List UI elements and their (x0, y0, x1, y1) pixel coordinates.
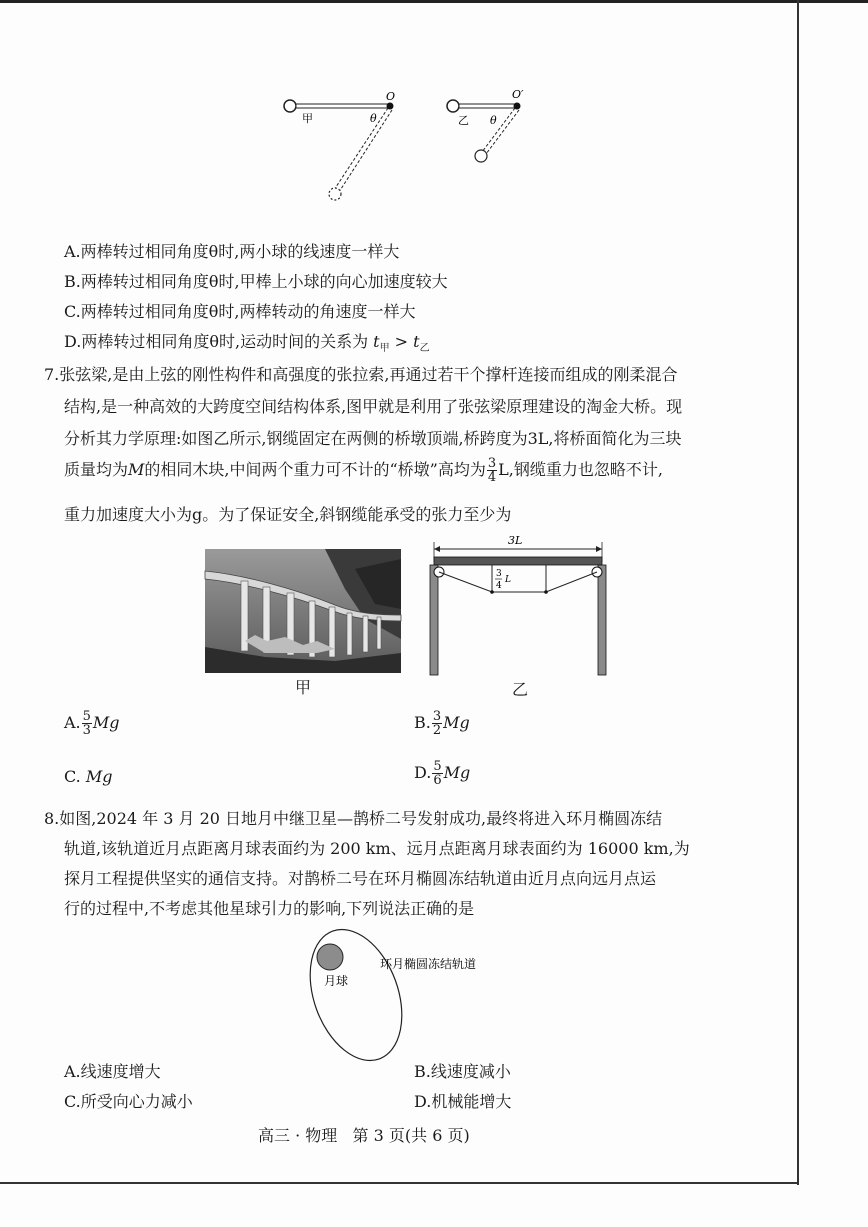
option-text: 线速度减小 (430, 1062, 511, 1081)
t-symbol: t (413, 332, 420, 351)
option-letter: A. (64, 1062, 81, 1081)
option-fraction (432, 760, 442, 787)
option-letter: B. (414, 1062, 431, 1081)
q8-line-1 (44, 807, 662, 831)
fraction-denominator: 3 (82, 723, 91, 738)
rod-jia-figure (284, 90, 395, 200)
bridge-deck-beam (434, 557, 602, 565)
q8-option-d (414, 1090, 511, 1114)
option-letter: C. (64, 1092, 81, 1111)
label-theta-yi: θ (490, 114, 497, 127)
elliptical-orbit (293, 917, 418, 1074)
q7-option-c (64, 765, 112, 789)
gt-sign: > (389, 332, 414, 351)
mass-symbol: M (128, 460, 145, 479)
bridge-photo (205, 549, 401, 673)
option-expression: Mg (443, 763, 471, 782)
rods-figure (0, 0, 868, 220)
question-text: 如图,2024 年 3 月 20 日地月中继卫星—鹊桥二号发射成功,最终将进入环月椭圆冻结 (59, 809, 663, 828)
cable-node-right (544, 590, 548, 594)
q7-option-b (414, 710, 470, 737)
q7-option-d (414, 760, 470, 787)
option-text: 两棒转过相同角度θ时,两棒转动的角速度一样大 (80, 302, 416, 321)
rod-jia-horizontal (296, 104, 388, 108)
option-letter: D. (64, 332, 82, 351)
span-arrow-right (596, 546, 602, 552)
moon-label: 月球 (324, 974, 349, 988)
option-text: 两棒转过相同角度θ时,甲棒上小球的向心加速度较大 (80, 272, 448, 291)
strut-height-numerator: 3 (496, 569, 502, 579)
fraction-numerator: 5 (82, 709, 91, 724)
option-fraction (82, 710, 92, 737)
q7-line-5: 重力加速度大小为g。为了保证安全,斜钢缆能承受的张力至少为 (64, 505, 512, 524)
ball-yi-start (447, 100, 459, 112)
right-pier (598, 565, 606, 675)
q8-option-b (414, 1060, 511, 1084)
text-segment: 质量均为 (64, 460, 129, 479)
q6-option-a (64, 240, 399, 264)
option-text: 线速度增大 (80, 1062, 161, 1081)
q7-line-2: 结构,是一种高效的大跨度空间结构体系,图甲就是利用了张弦梁原理建设的淘金大桥。现 (64, 397, 683, 416)
cable-node-left (490, 590, 494, 594)
caption-jia: 甲 (295, 678, 312, 697)
option-text: 两棒转过相同角度θ时,运动时间的关系为 (81, 332, 374, 351)
option-letter: D. (414, 1092, 432, 1111)
q8-option-a (64, 1060, 161, 1084)
option-text: 两棒转过相同角度θ时,两小球的线速度一样大 (80, 242, 400, 261)
q6-option-c (64, 300, 416, 324)
q6-option-d (64, 330, 430, 361)
option-text: 所受向心力减小 (80, 1092, 193, 1111)
option-expression: Mg (85, 767, 113, 786)
option-letter: C. (64, 302, 81, 321)
fraction-numerator: 3 (432, 709, 442, 724)
question-number: 7. (44, 365, 60, 384)
q8-line-4: 行的过程中,不考虑其他星球引力的影响,下列说法正确的是 (64, 899, 475, 918)
question-text: 张弦梁,是由上弦的刚性构件和高强度的张拉索,再通过若干个撑杆连接而组成的刚柔混合 (59, 365, 678, 384)
question-number: 8. (44, 809, 60, 828)
text-segment: L,钢缆重力也忽略不计, (498, 460, 663, 479)
q7-line-4 (64, 457, 663, 484)
t-symbol: t (373, 332, 380, 351)
option-expression: Mg (92, 713, 120, 732)
q6-option-b (64, 270, 448, 294)
steel-cable (439, 572, 597, 592)
fraction-denominator: 2 (432, 723, 442, 738)
option-letter: C. (64, 767, 81, 786)
strut-height-denominator: 4 (496, 581, 502, 591)
fraction-three-quarters (487, 457, 497, 484)
left-pier (430, 565, 438, 675)
lunar-orbit-figure (300, 925, 560, 1065)
rod-yi-horizontal (459, 104, 515, 108)
option-letter: A. (64, 713, 81, 732)
option-letter: B. (64, 272, 81, 291)
ball-jia-end (329, 188, 341, 200)
caption-yi: 乙 (512, 680, 529, 699)
span-label: 3L (508, 534, 523, 547)
label-jia: 甲 (302, 113, 313, 125)
fraction-denominator: 4 (487, 470, 497, 485)
option-fraction (432, 710, 442, 737)
option-letter: A. (64, 242, 81, 261)
strut-height-L: L (505, 575, 511, 585)
label-O-prime: O′ (512, 88, 524, 101)
t-subscript-yi: 乙 (419, 343, 430, 355)
ball-yi-end (475, 150, 487, 162)
option-expression: Mg (443, 713, 470, 732)
option-letter: D. (414, 763, 432, 782)
q7-line-3: 分析其力学原理:如图乙所示,钢缆固定在两侧的桥墩顶端,桥跨度为3L,将桥面简化为三块 (64, 429, 682, 448)
fraction-numerator: 3 (487, 456, 497, 471)
fraction-numerator: 5 (433, 759, 442, 774)
q7-option-a (64, 710, 120, 737)
page-footer: 高三 · 物理 第 3 页(共 6 页) (258, 1126, 470, 1145)
fraction-denominator: 6 (433, 773, 442, 788)
rod-yi-rotated-a (482, 108, 515, 152)
rod-jia-rotated-a (334, 108, 388, 190)
orbit-label: 环月椭圆冻结轨道 (380, 957, 477, 971)
ball-jia-start (284, 100, 296, 112)
option-text: 机械能增大 (431, 1092, 512, 1111)
moon (317, 944, 343, 970)
page-bottom-border (0, 1182, 799, 1184)
string-beam-diagram (428, 532, 618, 672)
rod-jia-rotated-b (339, 110, 392, 192)
label-yi: 乙 (458, 115, 469, 127)
q8-line-2: 轨道,该轨道近月点距离月球表面约为 200 km、远月点距离月球表面约为 16000 km,为 (64, 839, 690, 858)
q8-option-c (64, 1090, 193, 1114)
rod-yi-figure (447, 88, 524, 162)
option-letter: B. (414, 713, 431, 732)
q7-line-1 (44, 363, 677, 387)
span-arrow-left (434, 546, 440, 552)
q8-line-3: 探月工程提供坚实的通信支持。对鹊桥二号在环月椭圆冻结轨道由近月点向远月点运 (64, 869, 657, 888)
label-theta-jia: θ (370, 112, 377, 125)
label-O: O (386, 90, 396, 103)
text-segment: 的相同木块,中间两个重力可不计的“桥墩”高均为 (144, 460, 486, 479)
t-subscript-jia: 甲 (379, 343, 390, 355)
